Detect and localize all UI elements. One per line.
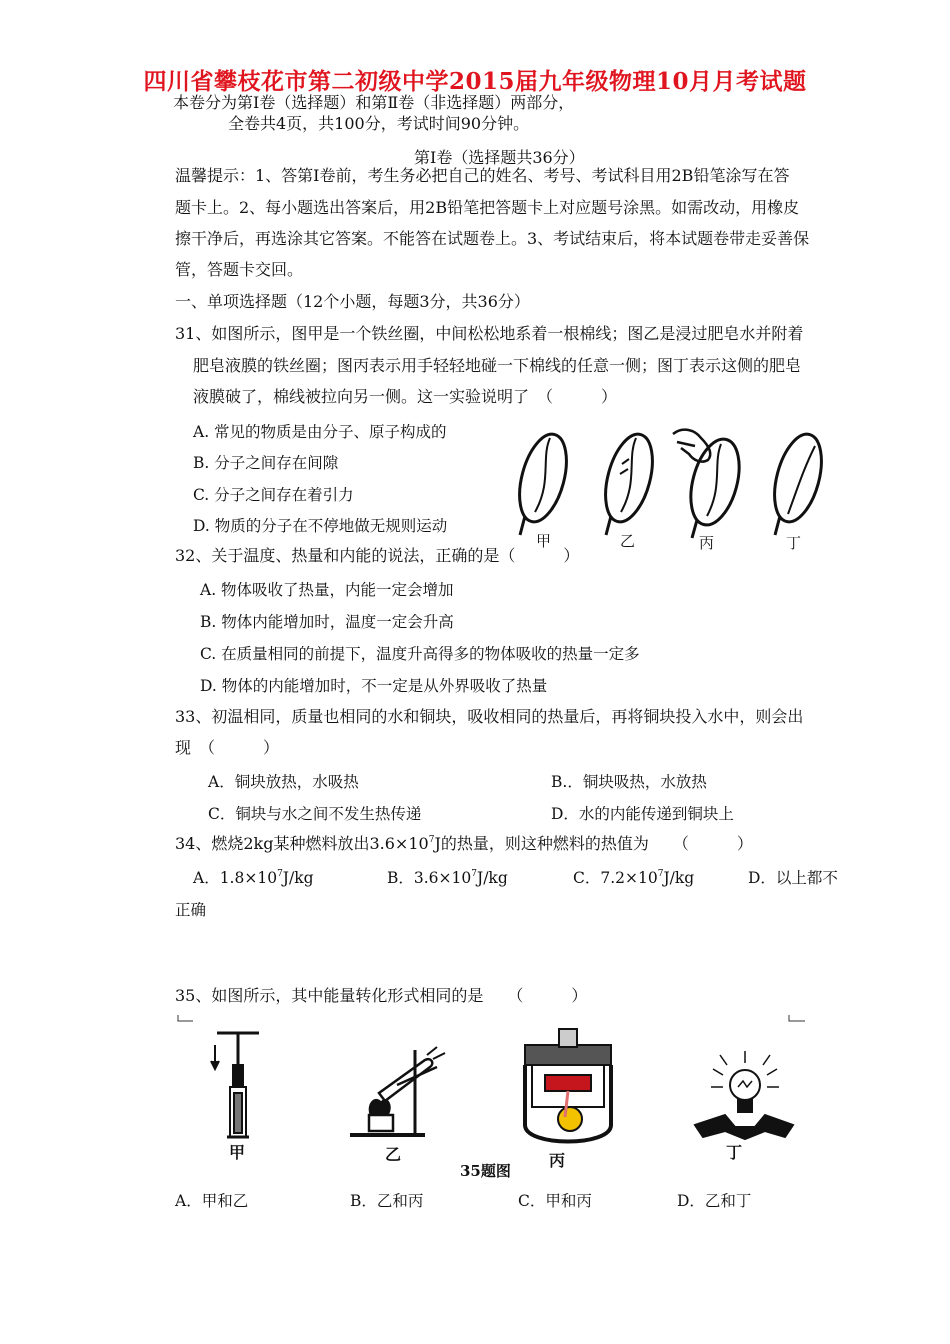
q31-stem-2: 肥皂液膜的铁丝圈；图丙表示用手轻轻地碰一下棉线的任意一侧；图丁表示这侧的肥皂 xyxy=(193,356,802,375)
q32-option-a: A. 物体吸收了热量，内能一定会增加 xyxy=(200,581,454,599)
q34-option-d: D．以上都不 xyxy=(748,869,838,887)
q31-stem-3: 液膜破了，棉线被拉向另一侧。这一实验说明了 （ ） xyxy=(193,387,618,406)
q35-label-ding: 丁 xyxy=(726,1143,743,1162)
cotton-thread-jia xyxy=(535,438,550,512)
handle-ding xyxy=(775,516,780,535)
q31-stem-1: 31、如图所示，图甲是一个铁丝圈，中间松松地系着一根棉线；图乙是浸过肥皂水并附着 xyxy=(175,324,804,343)
wire-loop-ding xyxy=(766,429,830,527)
wire-loop-yi xyxy=(597,429,661,527)
q34-stem: 34、燃烧2kg某种燃料放出$3.6\times 10^7J$的热量，则这种燃料的热值为 （ ） xyxy=(175,834,753,853)
handle-jia xyxy=(520,516,525,535)
q31-option-b: B. 分子之间存在间隙 xyxy=(193,454,339,472)
q31-figure xyxy=(505,420,845,550)
q32-option-b: B. 物体内能增加时，温度一定会升高 xyxy=(200,613,454,631)
light-bulb-icon xyxy=(695,1051,793,1139)
q31-label-ding: 丁 xyxy=(786,534,802,552)
q32-option-d: D. 物体的内能增加时，不一定是从外界吸收了热量 xyxy=(200,677,548,695)
q35-figure xyxy=(175,1015,815,1175)
q33-option-d: D．水的内能传递到铜块上 xyxy=(551,805,734,823)
tips-line-2: 题卡上。2、每小题选出答案后，用2B铅笔把答题卡上对应题号涂黑。如需改动，用橡皮 xyxy=(175,198,800,217)
q33-option-a: A．铜块放热，水吸热 xyxy=(208,773,359,791)
q31-option-d: D. 物质的分子在不停地做无规则运动 xyxy=(193,517,448,535)
q33-stem-2: 现 （ ） xyxy=(175,738,280,757)
wire-loop-jia xyxy=(511,429,575,527)
q35-label-jia: 甲 xyxy=(229,1143,246,1162)
q35-label-bing: 丙 xyxy=(549,1151,566,1170)
soap-film-yi xyxy=(620,459,629,474)
intro-line-2: 全卷共4页，共100分，考试时间90分钟。 xyxy=(228,114,530,133)
handle-yi xyxy=(606,516,611,535)
fire-piston-icon xyxy=(211,1033,259,1137)
tips-line-3: 擦干净后，再选涂其它答案。不能答在试题卷上。3、考试结束后，将本试题卷带走妥善保 xyxy=(175,229,810,248)
tips-line-4: 管，答题卡交回。 xyxy=(175,260,304,279)
wire-loop-bing xyxy=(682,434,747,530)
q33-option-c: C．铜块与水之间不发生热传递 xyxy=(208,805,422,823)
q33-stem-1: 33、初温相同，质量也相同的水和铜块，吸收相同的热量后，再将铜块投入水中，则会出 xyxy=(175,707,804,726)
q32-option-c: C. 在质量相同的前提下，温度升高得多的物体吸收的热量一定多 xyxy=(200,645,640,663)
engine-cylinder-icon xyxy=(525,1029,611,1142)
hand-bing xyxy=(673,430,710,462)
cotton-thread-yi xyxy=(621,438,636,512)
page-title: 四川省攀枝花市第二初级中学2015届九年级物理10月月考试题 xyxy=(143,68,807,95)
section-header: 第Ⅰ卷（选择题共36分） xyxy=(414,148,585,167)
q31-label-yi: 乙 xyxy=(620,532,636,550)
q35-option-a: A．甲和乙 xyxy=(175,1192,249,1210)
test-tube-heating-icon xyxy=(350,1047,445,1135)
q35-figure-caption: 35题图 xyxy=(460,1162,511,1180)
q31-option-c: C. 分子之间存在着引力 xyxy=(193,486,354,504)
q35-option-c: C．甲和丙 xyxy=(518,1192,592,1210)
q31-label-jia: 甲 xyxy=(536,532,552,550)
part-header: 一、单项选择题（12个小题，每题3分，共36分） xyxy=(175,292,530,311)
handle-bing xyxy=(692,520,697,538)
tips-line-1: 温馨提示：1、答第Ⅰ卷前，考生务必把自己的姓名、考号、考试科目用2B铅笔涂写在答 xyxy=(175,166,790,185)
q35-stem: 35、如图所示，其中能量转化形式相同的是 （ ） xyxy=(175,986,588,1005)
q34-option-a: A．$1.8\times 10^7J/kg$ xyxy=(193,869,314,887)
q34-option-c: C．$7.2\times 10^7J/kg$ xyxy=(573,869,695,887)
q33-option-b: B.．铜块吸热，水放热 xyxy=(551,773,707,791)
q31-option-a: A. 常见的物质是由分子、原子构成的 xyxy=(193,423,447,441)
q34-option-d-cont: 正确 xyxy=(175,901,207,919)
q32-stem: 32、关于温度、热量和内能的说法，正确的是（ ） xyxy=(175,546,580,565)
intro-line-1: 本卷分为第Ⅰ卷（选择题）和第Ⅱ卷（非选择题）两部分， xyxy=(173,93,575,112)
q34-option-b: B．$3.6\times 10^7J/kg$ xyxy=(387,869,508,887)
q35-option-d: D．乙和丁 xyxy=(677,1192,752,1210)
q35-option-b: B．乙和丙 xyxy=(350,1192,424,1210)
q31-label-bing: 丙 xyxy=(699,534,715,552)
q35-label-yi: 乙 xyxy=(385,1145,402,1164)
